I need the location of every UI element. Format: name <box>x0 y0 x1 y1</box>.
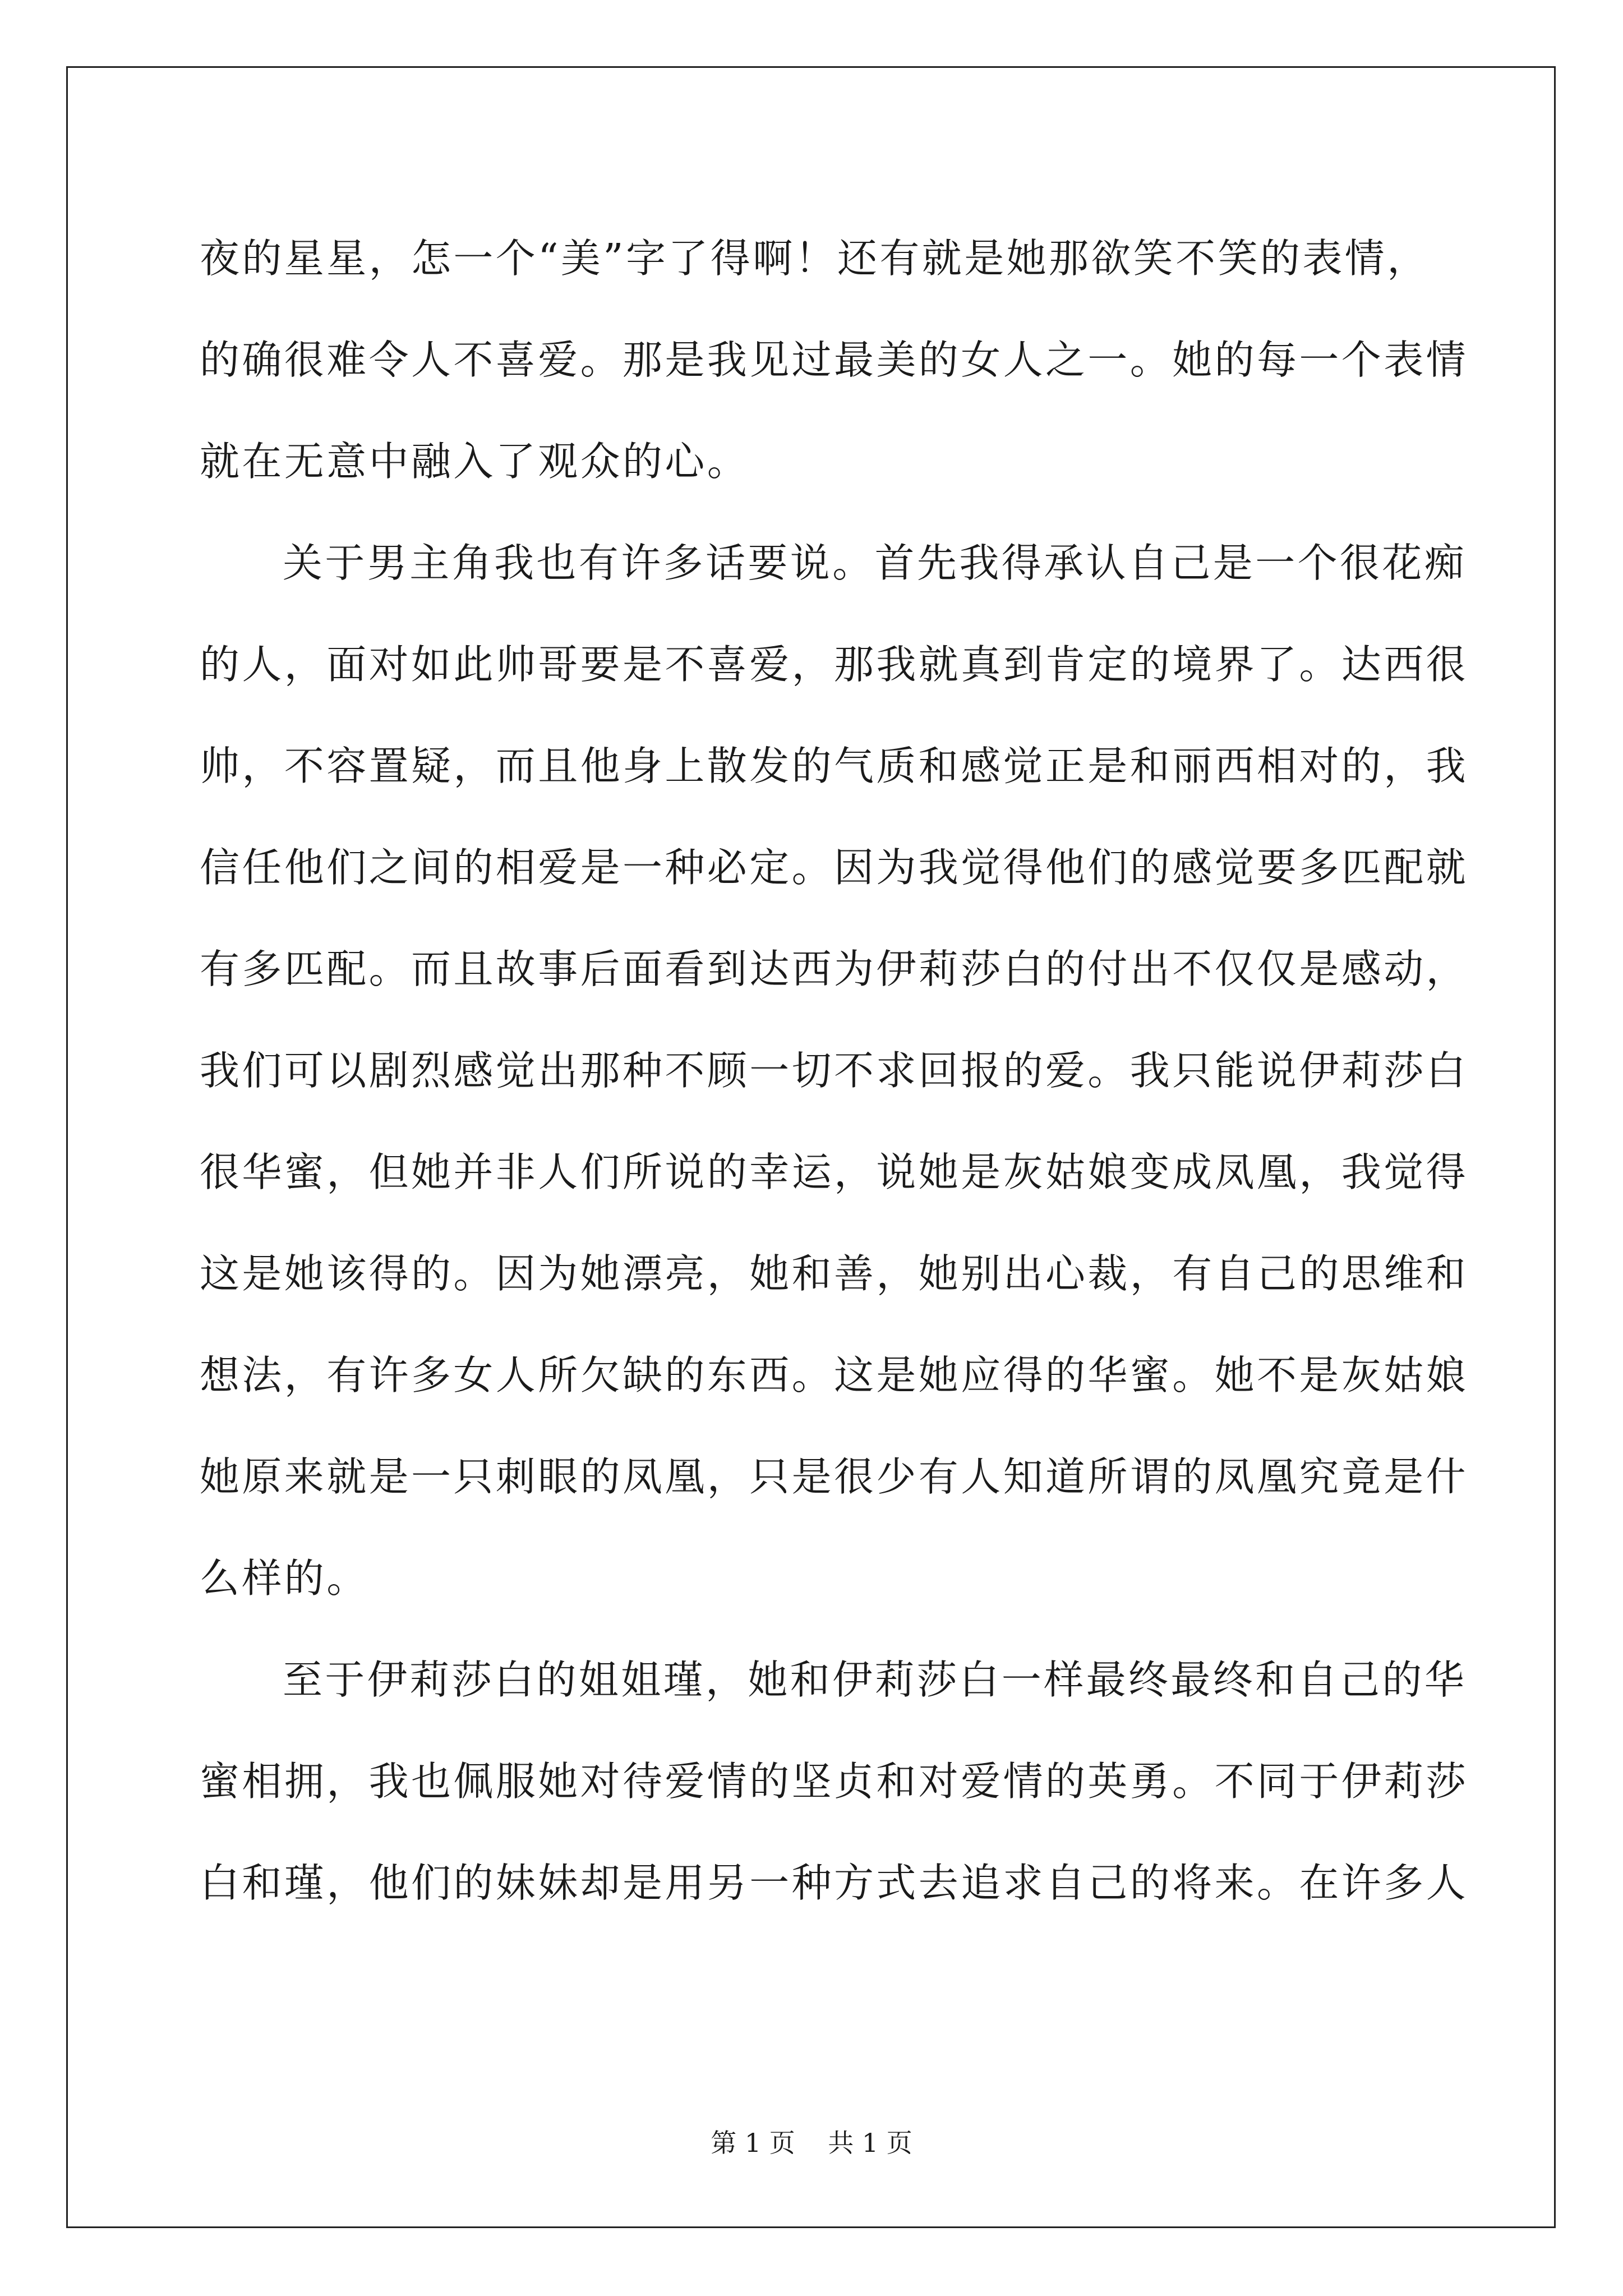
text-line: 有多匹配。而且故事后面看到达西为伊莉莎白的付出不仅仅是感动， <box>200 946 1469 992</box>
text-line: 帅，不容置疑，而且他身上散发的气质和感觉正是和丽西相对的，我 <box>200 743 1469 789</box>
text-line: 这是她该得的。因为她漂亮，她和善，她别出心裁，有自己的思维和 <box>200 1250 1469 1297</box>
text-line: 想法，有许多女人所欠缺的东西。这是她应得的华蜜。她不是灰姑娘 <box>200 1352 1469 1398</box>
text-line: 夜的星星，怎一个“美”字了得啊！还有就是她那欲笑不笑的表情， <box>200 235 1430 282</box>
text-line: 我们可以剧烈感觉出那种不顾一切不求回报的爱。我只能说伊莉莎白 <box>200 1047 1469 1094</box>
paragraph-start-line: 至于伊莉莎白的姐姐瑾，她和伊莉莎白一样最终最终和自己的华 <box>283 1657 1467 1703</box>
text-line: 的人，面对如此帅哥要是不喜爱，那我就真到肯定的境界了。达西很 <box>200 641 1469 688</box>
text-line: 蜜相拥，我也佩服她对待爱情的坚贞和对爱情的英勇。不同于伊莉莎 <box>200 1758 1469 1805</box>
document-body <box>200 208 1469 1934</box>
page-footer: 第 1 页 共 1 页 <box>711 2128 912 2158</box>
paragraph-start-line: 关于男主角我也有许多话要说。首先我得承认自己是一个很花痴 <box>283 540 1467 586</box>
text-line: 她原来就是一只刺眼的凤凰，只是很少有人知道所谓的凤凰究竟是什 <box>200 1453 1469 1500</box>
text-line: 么样的。 <box>200 1555 369 1602</box>
text-line: 的确很难令人不喜爱。那是我见过最美的女人之一。她的每一个表情 <box>200 337 1469 383</box>
text-line: 信任他们之间的相爱是一种必定。因为我觉得他们的感觉要多匹配就 <box>200 844 1469 891</box>
text-line: 很华蜜，但她并非人们所说的幸运，说她是灰姑娘变成凤凰，我觉得 <box>200 1149 1469 1195</box>
text-line: 就在无意中融入了观众的心。 <box>200 438 750 485</box>
text-line: 白和瑾，他们的妹妹却是用另一种方式去追求自己的将来。在许多人 <box>200 1860 1469 1906</box>
